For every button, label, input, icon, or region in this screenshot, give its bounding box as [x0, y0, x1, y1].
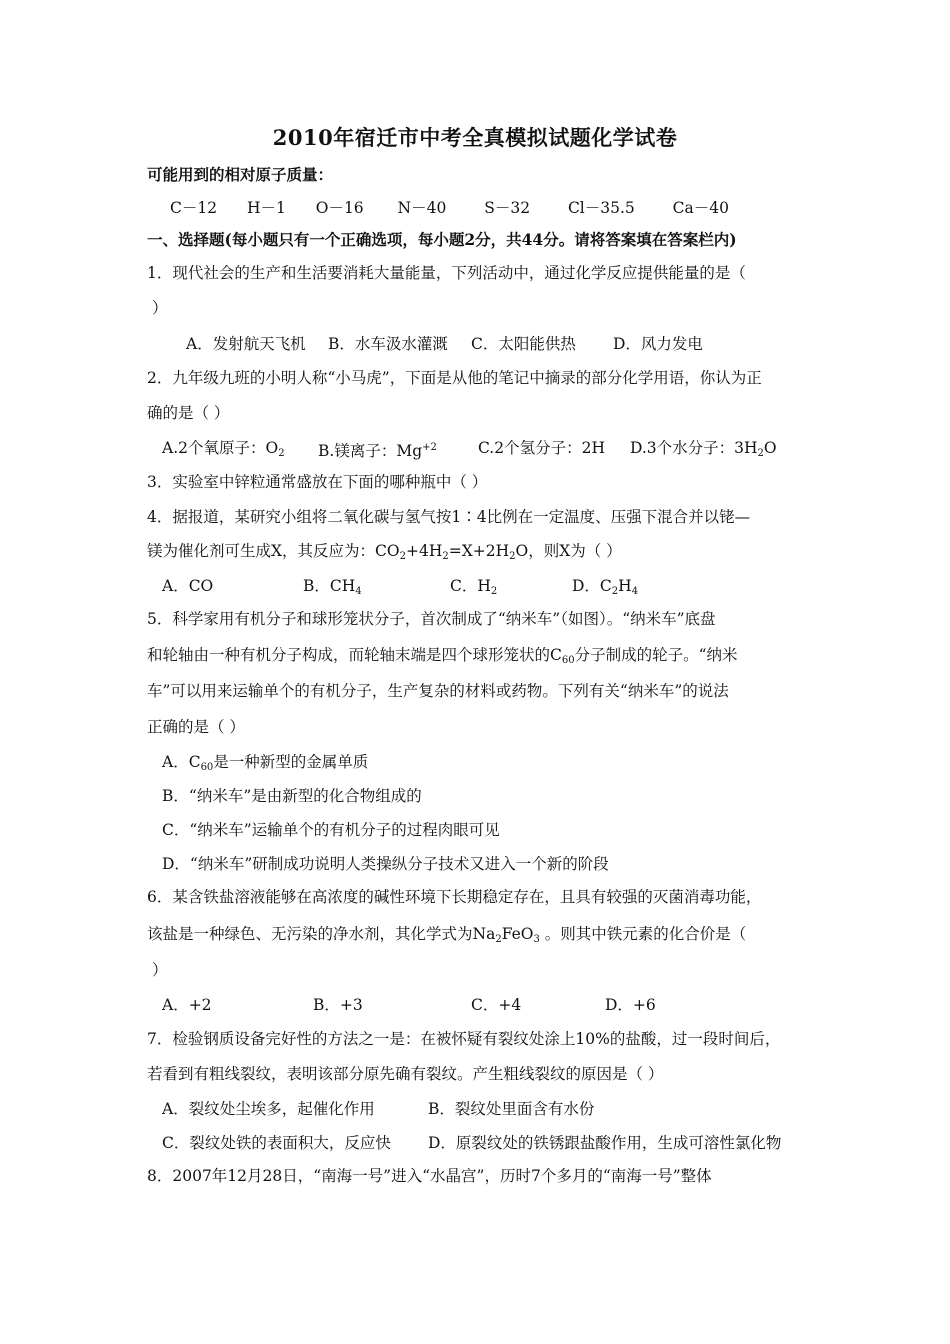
q5-option-d: D．“纳米车”研制成功说明人类操纵分子技术又进入一个新的阶段 — [162, 855, 609, 873]
q1-stem-line1: 1．现代社会的生产和生活要消耗大量能量，下列活动中，通过化学反应提供能量的是（ — [147, 264, 746, 282]
q2-option-b: B.镁离子：$Mg^{+2}$ — [318, 442, 437, 460]
q1-stem-line2: ） — [152, 299, 168, 317]
q5-option-a: A．$C_{60}$是一种新型的金属单质 — [162, 753, 369, 773]
atomic-mass-cl: Cl－35.5 — [567, 199, 635, 217]
atomic-mass-c: C－12 — [170, 199, 218, 217]
q2-option-a: A.2个氧原子：$O_2$ — [162, 439, 285, 459]
q5-line2: 和轮轴由一种有机分子构成，而轮轴末端是四个球形笼状的$C_{60}$分子制成的轮子。“纳米 — [147, 646, 738, 666]
q8-line1: 8．2007年12月28日，“南海一号”进入“水晶宫”，历时7个多月的“南海一号”整体 — [147, 1167, 712, 1185]
q7-option-d: D．原裂纹处的铁锈跟盐酸作用，生成可溶性氯化物 — [428, 1134, 782, 1152]
q2-option-d: D.3个水分子：$3H_2O$ — [630, 439, 777, 459]
q7-option-c: C．裂纹处铁的表面积大，反应快 — [162, 1134, 391, 1152]
q6-option-a: A．+2 — [162, 996, 212, 1014]
q1-option-d: D．风力发电 — [613, 335, 703, 353]
atomic-mass-n: N－40 — [397, 199, 447, 217]
section1-header: 一、选择题(每小题只有一个正确选项，每小题2分，共44分。请将答案填在答案栏内) — [147, 230, 737, 249]
q7-option-a: A．裂纹处尘埃多，起催化作用 — [162, 1100, 375, 1118]
q7-line1: 7．检验钢质设备完好性的方法之一是：在被怀疑有裂纹处涂上10%的盐酸，过一段时间后， — [147, 1030, 781, 1048]
q6-option-d: D．+6 — [605, 996, 656, 1014]
q2-stem-line1: 2．九年级九班的小明人称“小马虎”，下面是从他的笔记中摘录的部分化学用语，你认为正 — [147, 369, 762, 387]
atomic-mass-header: 可能用到的相对原子质量： — [147, 165, 334, 184]
atomic-mass-h: H－1 — [246, 199, 286, 217]
q1-option-b: B．水车汲水灌溉 — [328, 335, 448, 353]
q7-line2: 若看到有粗线裂纹，表明该部分原先确有裂纹。产生粗线裂纹的原因是（ ） — [147, 1065, 664, 1083]
q1-option-c: C．太阳能供热 — [471, 335, 576, 353]
q5-line1: 5．科学家用有机分子和球形笼状分子，首次制成了“纳米车”（如图）。“纳米车”底盘 — [147, 610, 716, 628]
atomic-mass-s: S－32 — [484, 199, 531, 217]
q5-option-b: B．“纳米车”是由新型的化合物组成的 — [162, 787, 422, 805]
q6-line3: ） — [152, 961, 168, 979]
atomic-mass-list — [170, 198, 729, 218]
q4-option-d: D．$C_2H_4$ — [572, 577, 639, 597]
q6-line2: 该盐是一种绿色、无污染的净水剂，其化学式为$Na_2FeO_3$ 。则其中铁元素的化合价是（ — [147, 925, 747, 945]
q4-stem-line2: 镁为催化剂可生成X，其反应为：$CO_2+4H_2=X+2H_2O$，则X为（ ） — [147, 542, 622, 562]
q1-option-a: A．发射航天飞机 — [186, 335, 306, 353]
page-title: 2010年宿迁市中考全真模拟试题化学试卷 — [272, 125, 678, 150]
q2-option-c: C.2个氢分子：2H — [478, 439, 605, 457]
q5-option-c: C．“纳米车”运输单个的有机分子的过程肉眼可见 — [162, 821, 500, 839]
atomic-mass-ca: Ca－40 — [672, 199, 729, 217]
q4-option-c: C．$H_2$ — [450, 577, 498, 597]
q4-stem-line1: 4．据报道，某研究小组将二氧化碳与氢气按1∶4比例在一定温度、压强下混合并以铑— — [147, 508, 751, 526]
q5-line3: 车”可以用来运输单个的有机分子，生产复杂的材料或药物。下列有关“纳米车”的说法 — [147, 682, 729, 700]
q6-option-c: C．+4 — [471, 996, 522, 1014]
q2-stem-line2: 确的是（ ） — [147, 404, 230, 422]
q4-option-a: A．CO — [162, 577, 214, 595]
q3-stem: 3．实验室中锌粒通常盛放在下面的哪种瓶中（ ） — [147, 473, 488, 491]
q6-option-b: B．+3 — [313, 996, 363, 1014]
q7-option-b: B．裂纹处里面含有水份 — [428, 1100, 595, 1118]
q4-option-b: B．$CH_4$ — [303, 577, 362, 597]
q6-line1: 6．某含铁盐溶液能够在高浓度的碱性环境下长期稳定存在，且具有较强的灭菌消毒功能， — [147, 888, 762, 906]
atomic-mass-o: O－16 — [315, 199, 364, 217]
q5-line4: 正确的是（ ） — [147, 718, 245, 736]
